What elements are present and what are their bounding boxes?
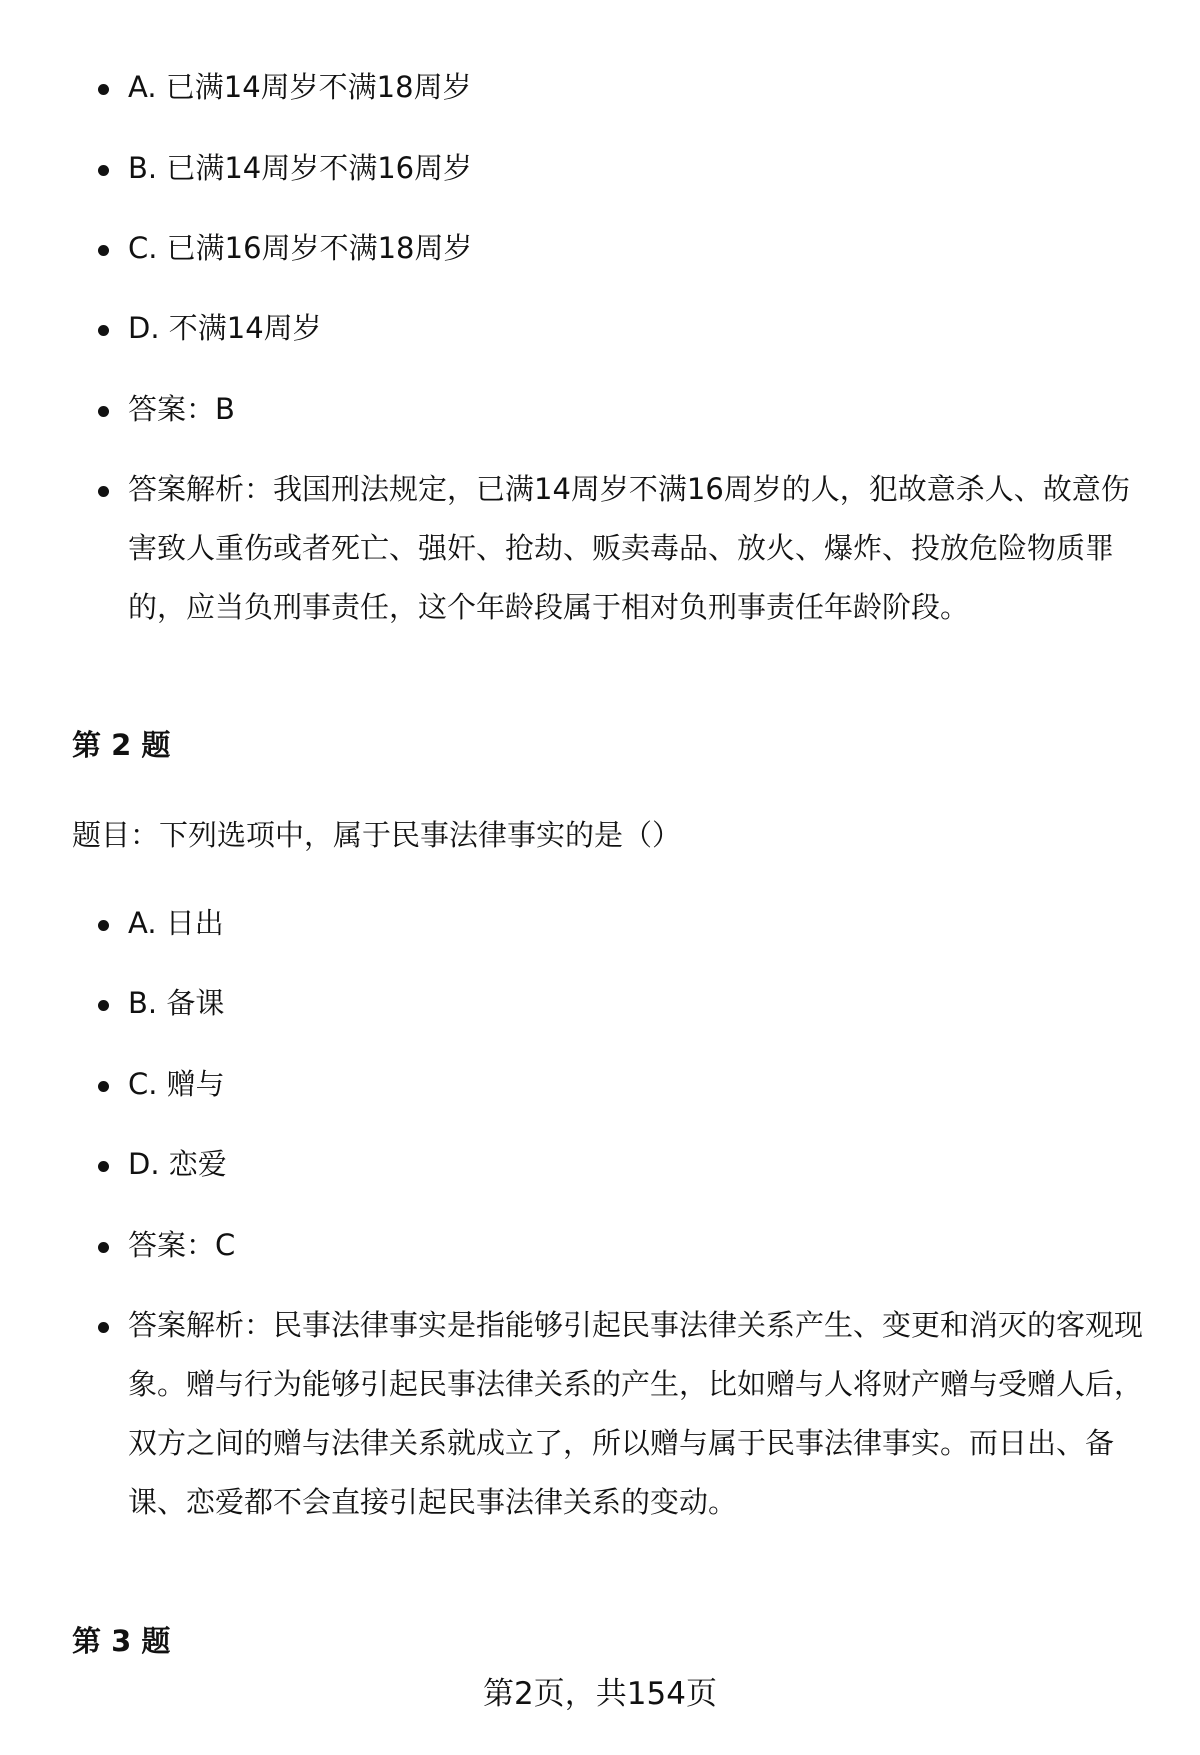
q1-explanation: 答案解析：我国刑法规定，已满14周岁不满16周岁的人，犯故意杀人、故意伤害致人重伤或者死亡、强奸、抢劫、贩卖毒品、放火、爆炸、投放危险物质罪的，应当负刑事责任，这个年龄段属于相对负刑事责任年龄阶段。 (128, 472, 1130, 624)
bullet-icon (98, 1161, 109, 1172)
bullet-icon (98, 1000, 109, 1011)
bullet-icon (98, 486, 109, 497)
q2-explanation: 答案解析：民事法律事实是指能够引起民事法律关系产生、变更和消灭的客观现象。赠与行为能够引起民事法律关系的产生，比如赠与人将财产赠与受赠人后，双方之间的赠与法律关系就成立了，所以赠与属于民事法律事实。而日出、备课、恋爱都不会直接引起民事法律关系的变动。 (128, 1308, 1144, 1519)
q2-option-a: A. 日出 (128, 906, 224, 940)
q2-option-b: B. 备课 (128, 986, 225, 1020)
bullet-icon (98, 165, 109, 176)
bullet-icon (98, 245, 109, 256)
bullet-icon (98, 325, 109, 336)
q1-option-a: A. 已满14周岁不满18周岁 (128, 70, 472, 104)
q2-heading: 第 2 题 (72, 728, 171, 762)
bullet-icon (98, 1322, 109, 1333)
q1-option-c: C. 已满16周岁不满18周岁 (128, 231, 473, 265)
q2-answer: 答案：C (128, 1228, 236, 1262)
page-indicator: 第2页，共154页 (483, 1676, 717, 1712)
bullet-icon (98, 406, 109, 417)
bullet-icon (98, 1242, 109, 1253)
q2-stem: 题目：下列选项中，属于民事法律事实的是（） (72, 818, 682, 852)
q3-heading: 第 3 题 (72, 1624, 171, 1658)
q2-option-c: C. 赠与 (128, 1067, 225, 1101)
q2-option-d: D. 恋爱 (128, 1147, 227, 1181)
q1-option-d: D. 不满14周岁 (128, 311, 322, 345)
q1-answer: 答案：B (128, 392, 235, 426)
bullet-icon (98, 84, 109, 95)
bullet-icon (98, 920, 109, 931)
bullet-icon (98, 1081, 109, 1092)
q1-option-b: B. 已满14周岁不满16周岁 (128, 151, 473, 185)
